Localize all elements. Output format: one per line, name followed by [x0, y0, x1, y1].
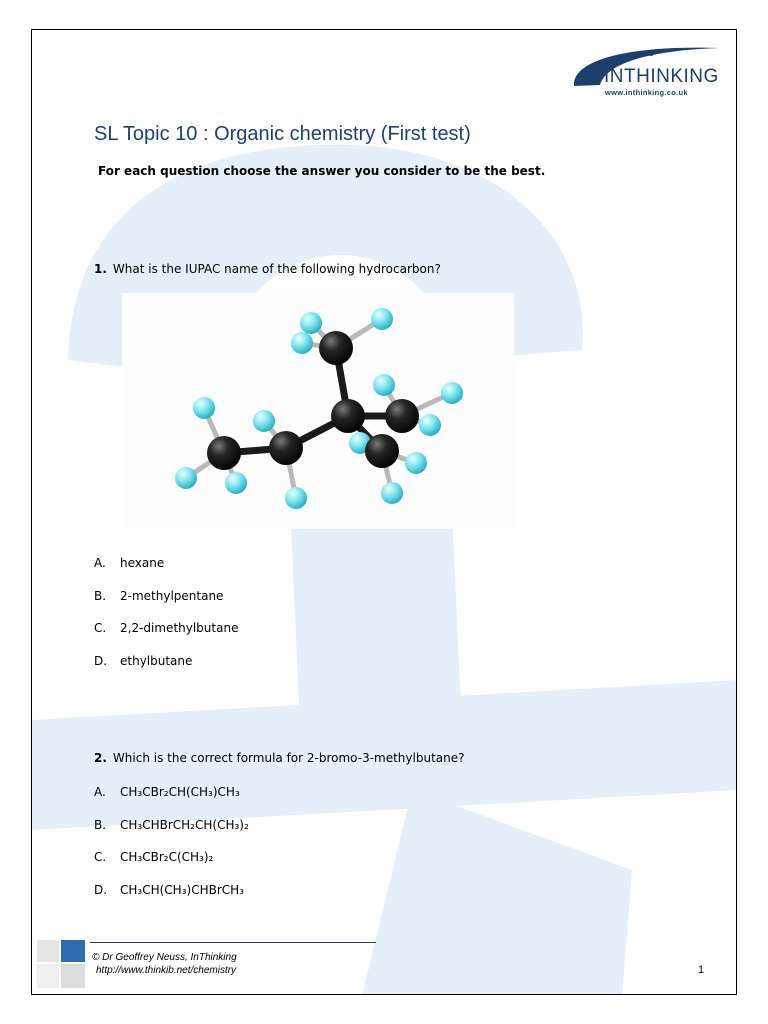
question-1-option-a: A. hexane	[94, 556, 165, 570]
question-text: Which is the correct formula for 2-bromo-3-methylbutane?	[112, 751, 465, 765]
footer-divider	[90, 942, 376, 943]
footer-squares-icon	[37, 940, 87, 990]
question-2-option-b: B. CH₃CHBrCH₂CH(CH₃)₂	[94, 818, 249, 832]
question-text: What is the IUPAC name of the following hydrocarbon?	[112, 262, 441, 276]
question-1-option-b: B. 2-methylpentane	[94, 589, 224, 603]
page-title: SL Topic 10 : Organic chemistry (First test)	[94, 123, 471, 145]
question-1-option-d: D. ethylbutane	[94, 654, 193, 668]
logo-brand-text: INTHINKING	[604, 66, 719, 87]
footer-author: © Dr Geoffrey Neuss, InThinking	[92, 952, 237, 963]
page-frame	[31, 29, 737, 995]
logo-url-text: www.inthinking.co.uk	[605, 88, 688, 97]
question-2-option-d: D. CH₃CH(CH₃)CHBrCH₃	[94, 883, 244, 897]
question-1-stem	[94, 262, 441, 276]
instructions-text: For each question choose the answer you consider to be the best.	[98, 164, 546, 178]
question-2-option-c: C. CH₃CBr₂C(CH₃)₂	[94, 850, 214, 864]
question-1-option-c: C. 2,2-dimethylbutane	[94, 621, 239, 635]
page-number: 1	[698, 964, 705, 976]
molecule-image	[114, 293, 514, 533]
question-number: 1.	[94, 262, 107, 276]
question-2-option-a: A. CH₃CBr₂CH(CH₃)CH₃	[94, 785, 240, 799]
question-number: 2.	[94, 751, 107, 765]
question-2-stem	[94, 751, 464, 765]
footer-url-link[interactable]: http://www.thinkib.net/chemistry	[96, 965, 237, 976]
